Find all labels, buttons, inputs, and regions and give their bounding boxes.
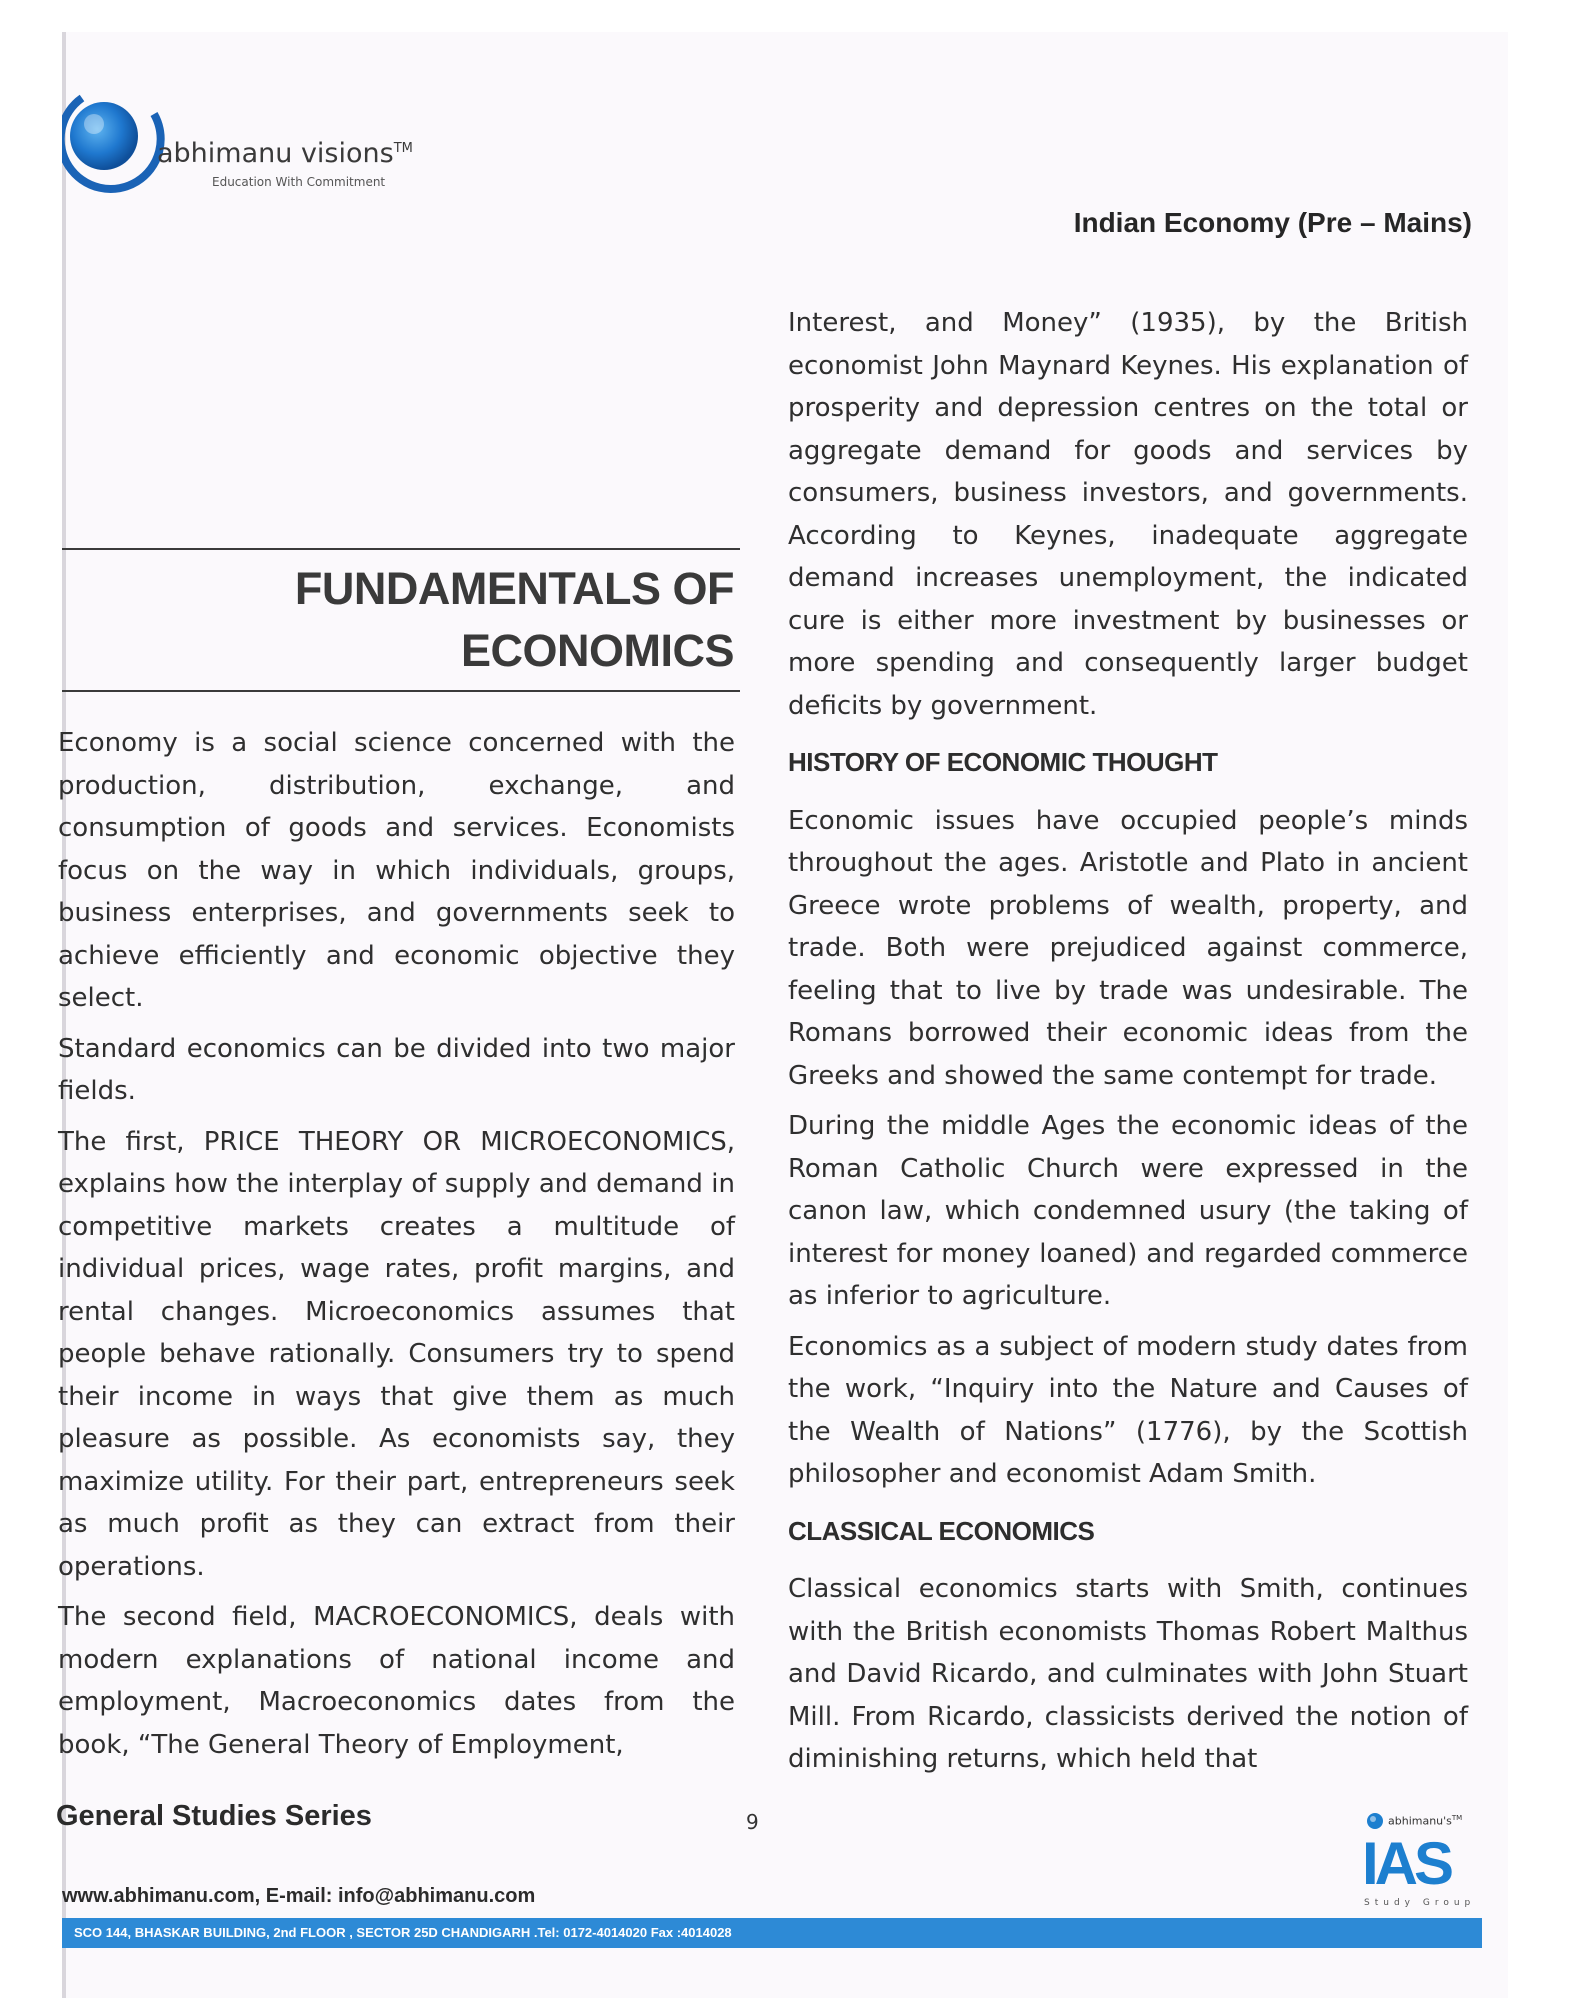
brand-name: abhimanu visions™ [157,138,413,169]
title-rule-bottom [62,690,740,692]
ias-logo [1358,1810,1476,1914]
footer-address-bar: SCO 144, BHASKAR BUILDING, 2nd FLOOR , SECTOR 25D CHANDIGARH .Tel: 0172-4014020 Fax :4014028 [62,1918,1482,1948]
page-header-title: Indian Economy (Pre – Mains) [1073,207,1472,238]
paragraph: Standard economics can be divided into two major fields. [58,1033,735,1106]
brand-logo [62,84,422,204]
section-heading: HISTORY OF ECONOMIC THOUGHT [788,747,1218,777]
ias-globe-icon [1366,1812,1384,1830]
page-number: 9 [746,1810,759,1834]
chapter-title-line2: ECONOMICS [460,625,734,676]
paragraph: Economy is a social science concerned with the production, distribution, exchange, and consumption of goods and services. Economists focus on the way in which individuals, groups, business enterprises, and governments seek to achieve efficiently and economic objective they select. [58,728,735,1013]
paragraph: Economic issues have occupied people’s minds throughout the ages. Aristotle and Plato in ancient Greece wrote problems of wealth, property, and trade. Both were prejudiced against commerce, feeling that to live by trade was undesirable. The Romans borrowed their economic ideas from the Greeks and showed the same contempt for trade. [788,805,1468,1091]
paragraph: Economics as a subject of modern study dates from the work, “Inquiry into the Nature and Causes of the Wealth of Nations” (1776), by the Scottish philosopher and economist Adam Smith. [788,1331,1468,1489]
footer-contact: www.abhimanu.com, E-mail: info@abhimanu.com [62,1885,536,1907]
logo-globe-icon [62,84,172,194]
ias-logo-text: IAS [1362,1830,1451,1897]
chapter-title [62,558,734,682]
left-column [58,722,735,1774]
ias-subtitle: Study Group [1364,1898,1476,1908]
right-column [788,302,1468,1789]
paragraph: During the middle Ages the economic ideas of the Roman Catholic Church were expressed in the canon law, which condemned usury (the taking of interest for money loaned) and regarded commerce as inferior to agriculture. [788,1111,1468,1311]
paragraph: The first, PRICE THEORY OR MICROECONOMICS, explains how the interplay of supply and demand in competitive markets creates a multitude of individual prices, wage rates, profit margins, and rental changes. Microeconomics assumes that people behave rationally. Consumers try to spend their income in ways that give them as much pleasure as possible. As economists say, they maximize utility. For their part, entrepreneurs seek as much profit as they can extract from their operations. [58,1126,735,1582]
section-heading: CLASSICAL ECONOMICS [788,1515,1095,1546]
title-rule-top [62,548,740,550]
chapter-title-line1: FUNDAMENTALS OF [294,563,734,614]
paragraph: The second field, MACROECONOMICS, deals with modern explanations of national income and employment, Macroeconomics dates from the book, “The General Theory of Employment, [58,1602,735,1760]
ias-brand-name: abhimanu's™ [1388,1814,1463,1828]
footer-series: General Studies Series [56,1800,372,1832]
paragraph: Interest, and Money” (1935), by the British economist John Maynard Keynes. His explanation of prosperity and depression centres on the total or aggregate demand for goods and services by consumers, business investors, and governments. According to Keynes, inadequate aggregate demand increases unemployment, the indicated cure is either more investment by businesses or more spending and consequently larger budget deficits by government. [788,308,1468,721]
paragraph: Classical economics starts with Smith, continues with the British economists Thomas Robert Malthus and David Ricardo, and culminates with John Stuart Mill. From Ricardo, classicists derived the notion of diminishing returns, which held that [788,1574,1468,1774]
brand-tagline: Education With Commitment [212,175,386,189]
